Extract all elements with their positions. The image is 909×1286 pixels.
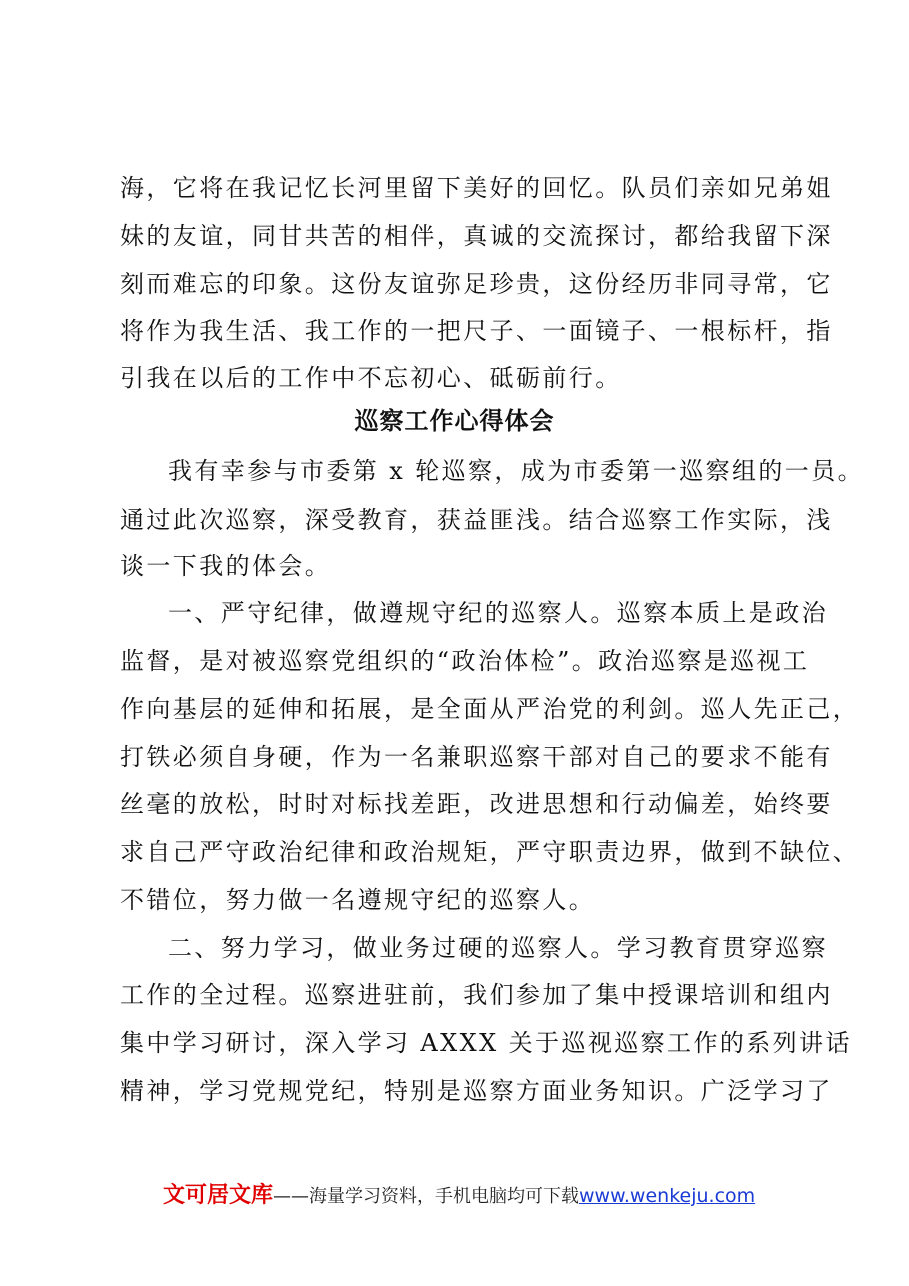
document-title: 巡察工作心得体会 (354, 406, 555, 435)
footer-tagline: ——海量学习资料，手机电脑均可下载 (273, 1186, 580, 1207)
paragraph-line: 工作的全过程。巡察进驻前，我们参加了集中授课培训和组内 (120, 981, 833, 1009)
paragraph-line: 作向基层的延伸和拓展，是全面从严治党的利剑。巡人先正己， (120, 695, 860, 723)
paragraph-line: 谈一下我的体会。 (120, 552, 332, 580)
paragraph-line: 精神，学习党规党纪，特别是巡察方面业务知识。广泛学习了 (120, 1077, 833, 1105)
paragraph-line: 打铁必须自身硬，作为一名兼职巡察干部对自己的要求不能有 (120, 743, 833, 771)
paragraph-line: 刻而难忘的印象。这份友谊弥足珍贵，这份经历非同寻常，它 (120, 270, 833, 298)
footer-link[interactable]: www.wenkeju.com (579, 1185, 756, 1207)
paragraph-line: 一、严守纪律，做遵规守纪的巡察人。巡察本质上是政治 (168, 599, 828, 627)
paragraph-line: 求自己严守政治纪律和政治规矩，严守职责边界，做到不缺位、 (120, 838, 860, 866)
paragraph-line: 引我在以后的工作中不忘初心、砥砺前行。 (120, 364, 622, 392)
paragraph-line: 二、努力学习，做业务过硬的巡察人。学习教育贯穿巡察 (168, 934, 828, 962)
brand-name: 文可居文库 (163, 1183, 274, 1208)
paragraph-line: 将作为我生活、我工作的一把尺子、一面镜子、一根标杆，指 (120, 317, 833, 345)
paragraph-line: 不错位，努力做一名遵规守纪的巡察人。 (120, 886, 596, 914)
paragraph-line: 通过此次巡察，深受教育，获益匪浅。结合巡察工作实际，浅 (120, 506, 833, 534)
paragraph-line: 丝毫的放松，时时对标找差距，改进思想和行动偏差，始终要 (120, 790, 833, 818)
paragraph-line: 海，它将在我记忆长河里留下美好的回忆。队员们亲如兄弟姐 (120, 174, 833, 202)
paragraph-line: 监督，是对被巡察党组织的“政治体检”。政治巡察是巡视工 (120, 647, 810, 675)
footer-banner (163, 1182, 863, 1210)
paragraph-line: 妹的友谊，同甘共苦的相伴，真诚的交流探讨，都给我留下深 (120, 222, 833, 250)
paragraph-line: 集中学习研讨，深入学习 AXXX 关于巡视巡察工作的系列讲话 (120, 1029, 852, 1057)
paragraph-line: 我有幸参与市委第 x 轮巡察，成为市委第一巡察组的一员。 (168, 457, 864, 485)
